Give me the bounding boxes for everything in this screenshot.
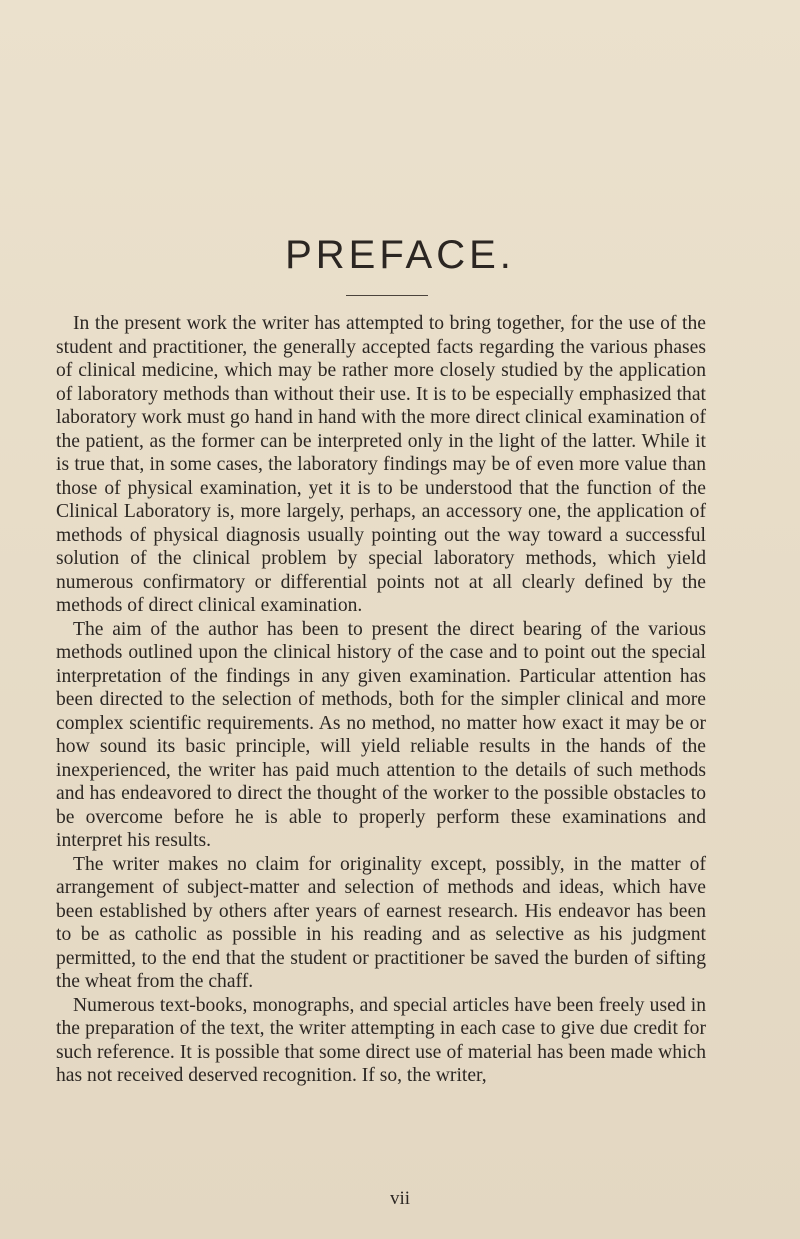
page-title: PREFACE. — [285, 233, 515, 277]
paragraph-4: Numerous text-books, monographs, and special articles have been freely used in the preparation of the text, the writer attempting in each case to give due credit for such reference. It is possible that some direct use of material has been made which has not received deserved recognition. If so, the writer, — [56, 994, 706, 1086]
paragraph-1: In the present work the writer has attempted to bring together, for the use of the student and practitioner, the generally accepted facts regarding the various phases of clinical medicine, which may be rather more closely studied by the application of laboratory methods than without their use. It is to be especially emphasized that laboratory work must go hand in hand with the more direct clinical examination of the patient, as the former can be interpreted only in the light of the latter. While it is true that, in some cases, the laboratory findings may be of even more value than those of physical examination, yet it is to be understood that the function of the Clinical Laboratory is, more largely, perhaps, an accessory one, the application of methods of physical diagnosis usually pointing out the way toward a successful solution of the clinical problem by special laboratory methods, which yield numerous confirmatory or differential points not at all clearly defined by the methods of direct clinical examination. — [56, 313, 706, 616]
paragraph-2: The aim of the author has been to present the direct bearing of the various methods outlined upon the clinical history of the case and to point out the special interpretation of the findings in any given examination. Particular attention has been directed to the selection of methods, both for the simpler clinical and more complex scientific requirements. As no method, no matter how exact it may be or how sound its basic principle, will yield reliable results in the hands of the inexperienced, the writer has paid much attention to the details of such methods and has endeavored to direct the thought of the worker to the possible obstacles to be overcome before he is able to properly perform these examinations and interpret his results. — [56, 618, 706, 851]
preface-body — [56, 312, 706, 1088]
page-number: vii — [389, 1188, 411, 1209]
paragraph-3: The writer makes no claim for originality except, possibly, in the matter of arrangement of subject-matter and selection of methods and ideas, which have been established by others after years of earnest research. His endeavor has been to be as catholic as possible in his reading and as selective as his judgment permitted, to the end that the student or practitioner be saved the burden of sifting the wheat from the chaff. — [56, 853, 706, 992]
title-rule — [346, 295, 428, 296]
